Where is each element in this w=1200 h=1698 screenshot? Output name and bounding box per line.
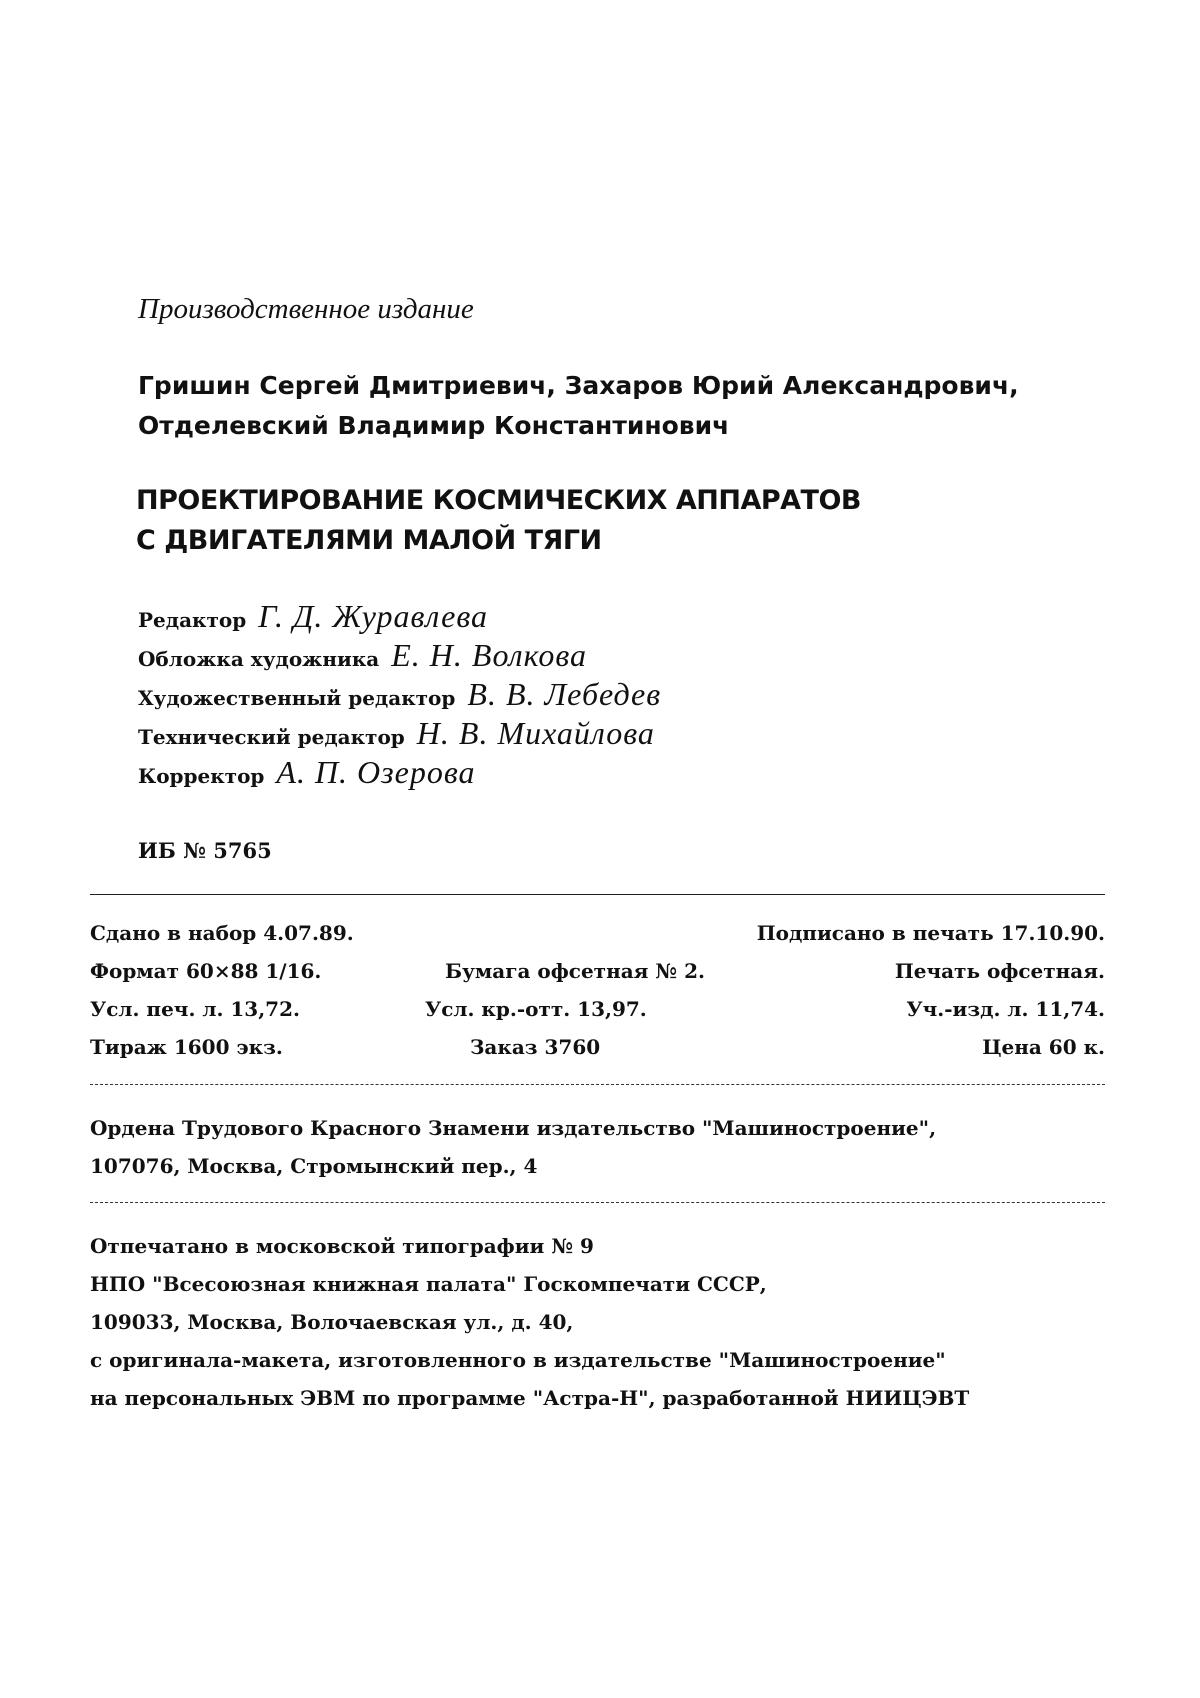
pub-row-1 [90, 921, 1105, 955]
typeset-date: Сдано в набор 4.07.89. [90, 921, 354, 945]
credit-role: Редактор [138, 608, 247, 632]
format: Формат 60×88 1/16. [90, 959, 322, 983]
divider [90, 894, 1105, 895]
ib-number: ИБ № 5765 [138, 838, 272, 863]
print-run: Тираж 1600 экз. [90, 1035, 283, 1059]
edition-type: Производственное издание [138, 293, 474, 325]
credit-role: Технический редактор [138, 725, 405, 749]
printer-line-5: на персональных ЭВМ по программе "Астра-Н", разработанной НИИЦЭВТ [90, 1386, 970, 1410]
book-title [136, 481, 861, 561]
publisher-sheets: Уч.-изд. л. 11,74. [906, 997, 1105, 1021]
credit-name: А. П. Озерова [276, 754, 476, 790]
price: Цена 60 к. [982, 1035, 1105, 1059]
credit-name: В. В. Лебедев [467, 676, 662, 712]
pub-row-2 [90, 959, 1105, 993]
credit-name: Г. Д. Журавлева [258, 598, 489, 634]
credit-name: Е. Н. Волкова [391, 637, 588, 673]
color-prints: Усл. кр.-отт. 13,97. [425, 997, 647, 1021]
print-signed-date: Подписано в печать 17.10.90. [756, 921, 1105, 945]
printed-sheets: Усл. печ. л. 13,72. [90, 997, 300, 1021]
order-number: Заказ 3760 [470, 1035, 601, 1059]
printer-line-4: с оригинала-макета, изготовленного в издательстве "Машиностроение" [90, 1348, 946, 1372]
credit-name: Н. В. Михайлова [416, 715, 655, 751]
pub-row-4 [90, 1035, 1105, 1069]
credit-role: Обложка художника [138, 647, 380, 671]
book-title-line-1: ПРОЕКТИРОВАНИЕ КОСМИЧЕСКИХ АППАРАТОВ [136, 485, 862, 516]
credit-technical-editor [138, 715, 661, 754]
credit-role: Художественный редактор [138, 686, 456, 710]
credit-proofreader [138, 754, 661, 793]
print-type: Печать офсетная. [894, 959, 1105, 983]
printer-line-2: НПО "Всесоюзная книжная палата" Госкомпечати СССР, [90, 1272, 767, 1296]
credit-editor [138, 598, 661, 637]
credits-list [138, 598, 661, 793]
publisher-line-2: 107076, Москва, Стромынский пер., 4 [90, 1154, 538, 1178]
credit-role: Корректор [138, 764, 265, 788]
divider [90, 1084, 1105, 1085]
authors-line-2: Отделевский Владимир Константинович [138, 411, 730, 440]
printer-line-1: Отпечатано в московской типографии № 9 [90, 1234, 594, 1258]
printer-block [90, 1227, 969, 1417]
publisher-line-1: Ордена Трудового Красного Знамени издательство "Машиностроение", [90, 1116, 937, 1140]
authors-line-1: Гришин Сергей Дмитриевич, Захаров Юрий Александрович, [138, 371, 1019, 400]
publisher-block [90, 1109, 936, 1185]
book-title-line-2: С ДВИГАТЕЛЯМИ МАЛОЙ ТЯГИ [136, 525, 602, 556]
credit-cover-artist [138, 637, 661, 676]
paper: Бумага офсетная № 2. [445, 959, 705, 983]
credit-art-editor [138, 676, 661, 715]
pub-row-3 [90, 997, 1105, 1031]
divider [90, 1202, 1105, 1203]
authors [138, 366, 1019, 446]
printer-line-3: 109033, Москва, Волочаевская ул., д. 40, [90, 1310, 574, 1334]
